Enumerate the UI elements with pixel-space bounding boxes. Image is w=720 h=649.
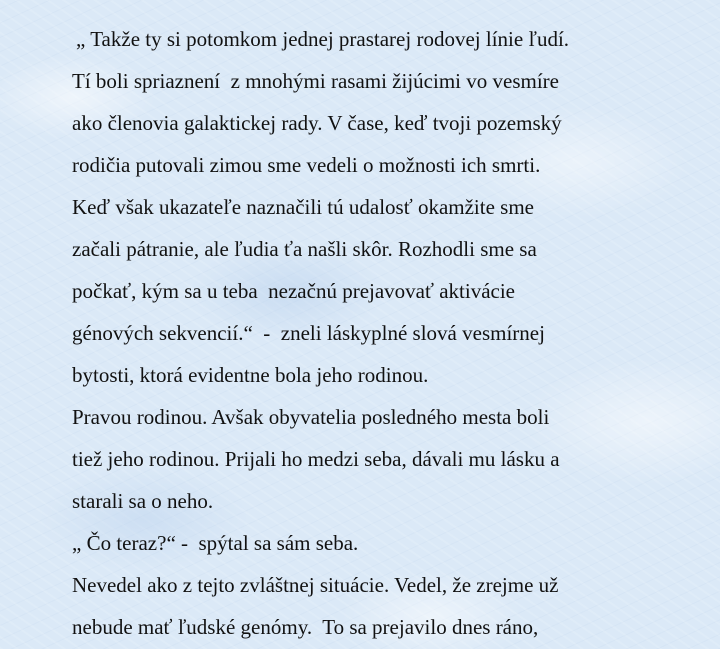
text-line-2: Tí boli spriaznení z mnohými rasami žijúcimi vo vesmíre [72, 69, 559, 93]
text-line-9: bytosti, ktorá evidentne bola jeho rodinou. [72, 363, 429, 387]
text-line-12: starali sa o neho. [72, 489, 214, 513]
text-line-4: rodičia putovali zimou sme vedeli o možnosti ich smrti. [72, 153, 541, 177]
text-line-8: génových sekvencií.“ - zneli láskyplné slová vesmírnej [72, 321, 545, 345]
text-line-15: nebude mať ľudské genómy. To sa prejavilo dnes ráno, [72, 615, 539, 639]
text-line-3: ako členovia galaktickej rady. V čase, keď tvoji pozemský [72, 111, 562, 135]
text-line-7: počkať, kým sa u teba nezačnú prejavovať aktivácie [72, 279, 515, 303]
text-line-5: Keď však ukazateľe naznačili tú udalosť okamžite sme [72, 195, 534, 219]
text-line-6: začali pátranie, ale ľudia ťa našli skôr. Rozhodli sme sa [72, 237, 537, 261]
text-line-11: tiež jeho rodinou. Prijali ho medzi seba, dávali mu lásku a [72, 447, 560, 471]
text-line-14: Nevedel ako z tejto zvláštnej situácie. Vedel, že zrejme už [72, 573, 559, 597]
text-line-13: „ Čo teraz?“ - spýtal sa sám seba. [72, 531, 359, 555]
text-line-1: „ Takže ty si potomkom jednej prastarej rodovej línie ľudí. [76, 27, 570, 51]
text-line-10: Pravou rodinou. Avšak obyvatelia posledného mesta boli [72, 405, 550, 429]
